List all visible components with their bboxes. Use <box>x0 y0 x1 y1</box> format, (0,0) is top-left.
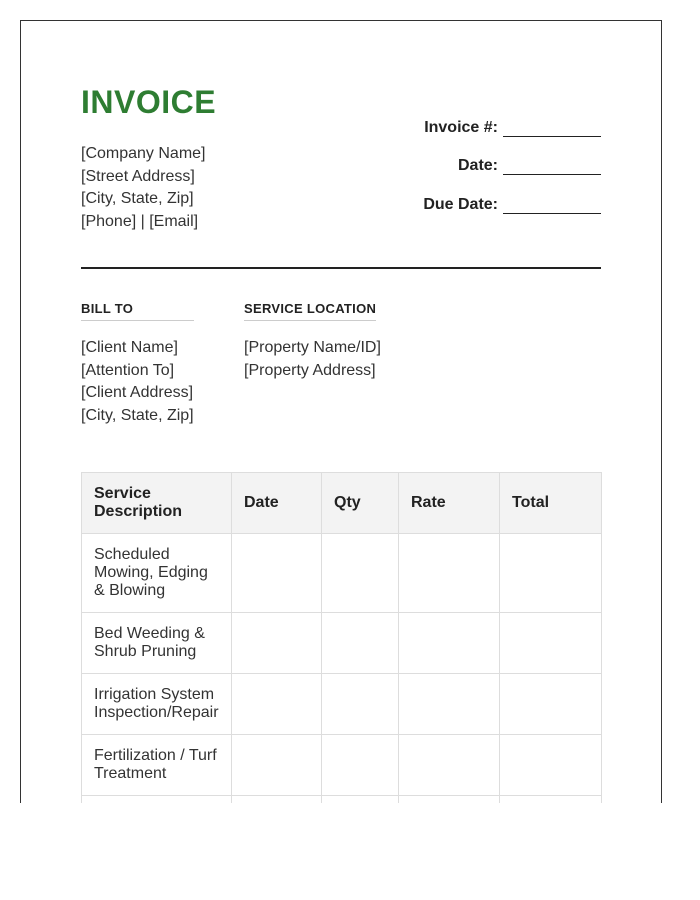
date-cell[interactable] <box>232 674 322 735</box>
company-contact: [Phone] | [Email] <box>81 212 199 230</box>
service-location-heading: SERVICE LOCATION <box>244 301 376 321</box>
bill-to-block <box>81 337 194 427</box>
company-name: [Company Name] <box>81 145 206 162</box>
table-row <box>82 534 602 613</box>
table-row <box>82 796 602 804</box>
services-table <box>81 472 602 803</box>
invoice-number-row <box>341 98 601 137</box>
qty-cell[interactable] <box>322 796 399 804</box>
service-location-block <box>244 337 381 382</box>
bill-to-heading: BILL TO <box>81 301 194 321</box>
col-header-date: Date <box>232 473 322 534</box>
invoice-page <box>20 20 662 803</box>
table-row <box>82 735 602 796</box>
total-cell[interactable] <box>500 534 602 613</box>
service-description: Fertilization / Turf Treatment <box>82 735 232 796</box>
service-description: Bed Weeding & Shrub Pruning <box>82 613 232 674</box>
bill-to-client-name: [Client Name] <box>81 339 178 356</box>
invoice-number-label: Invoice #: <box>424 118 498 136</box>
col-header-rate: Rate <box>399 473 500 534</box>
col-header-qty: Qty <box>322 473 399 534</box>
date-cell[interactable] <box>232 735 322 796</box>
due-date-label: Due Date: <box>423 195 498 213</box>
date-cell[interactable] <box>232 613 322 674</box>
qty-cell[interactable] <box>322 735 399 796</box>
date-label: Date: <box>457 157 498 174</box>
invoice-meta <box>341 98 601 214</box>
company-info <box>81 143 206 233</box>
property-name: [Property Name/ID] <box>244 339 381 356</box>
date-cell[interactable] <box>232 534 322 613</box>
invoice-title: INVOICE <box>81 84 217 120</box>
col-header-description: Service Description <box>82 473 232 534</box>
qty-cell[interactable] <box>322 534 399 613</box>
due-date-row <box>341 175 601 214</box>
rate-cell[interactable] <box>399 735 500 796</box>
table-header-row <box>82 473 602 534</box>
total-cell[interactable] <box>500 674 602 735</box>
bill-to-address: [Client Address] <box>81 384 194 401</box>
date-cell[interactable] <box>232 796 322 804</box>
due-date-field[interactable] <box>503 197 601 214</box>
service-description <box>82 796 232 804</box>
col-header-total: Total <box>500 473 602 534</box>
total-cell[interactable] <box>500 735 602 796</box>
header-divider <box>81 267 601 269</box>
qty-cell[interactable] <box>322 674 399 735</box>
qty-cell[interactable] <box>322 613 399 674</box>
invoice-number-field[interactable] <box>503 120 601 137</box>
table-row <box>82 674 602 735</box>
bill-to-attention: [Attention To] <box>81 361 175 379</box>
total-cell[interactable] <box>500 613 602 674</box>
date-field[interactable] <box>503 158 601 175</box>
total-cell[interactable] <box>500 796 602 804</box>
rate-cell[interactable] <box>399 534 500 613</box>
rate-cell[interactable] <box>399 796 500 804</box>
table-row <box>82 613 602 674</box>
bill-to-city: [City, State, Zip] <box>81 406 194 424</box>
date-row <box>341 137 601 176</box>
company-city: [City, State, Zip] <box>81 190 194 207</box>
service-description: Scheduled Mowing, Edging & Blowing <box>82 534 232 613</box>
rate-cell[interactable] <box>399 613 500 674</box>
rate-cell[interactable] <box>399 674 500 735</box>
company-street: [Street Address] <box>81 167 195 185</box>
service-description: Irrigation System Inspection/Repair <box>82 674 232 735</box>
property-address: [Property Address] <box>244 361 376 379</box>
